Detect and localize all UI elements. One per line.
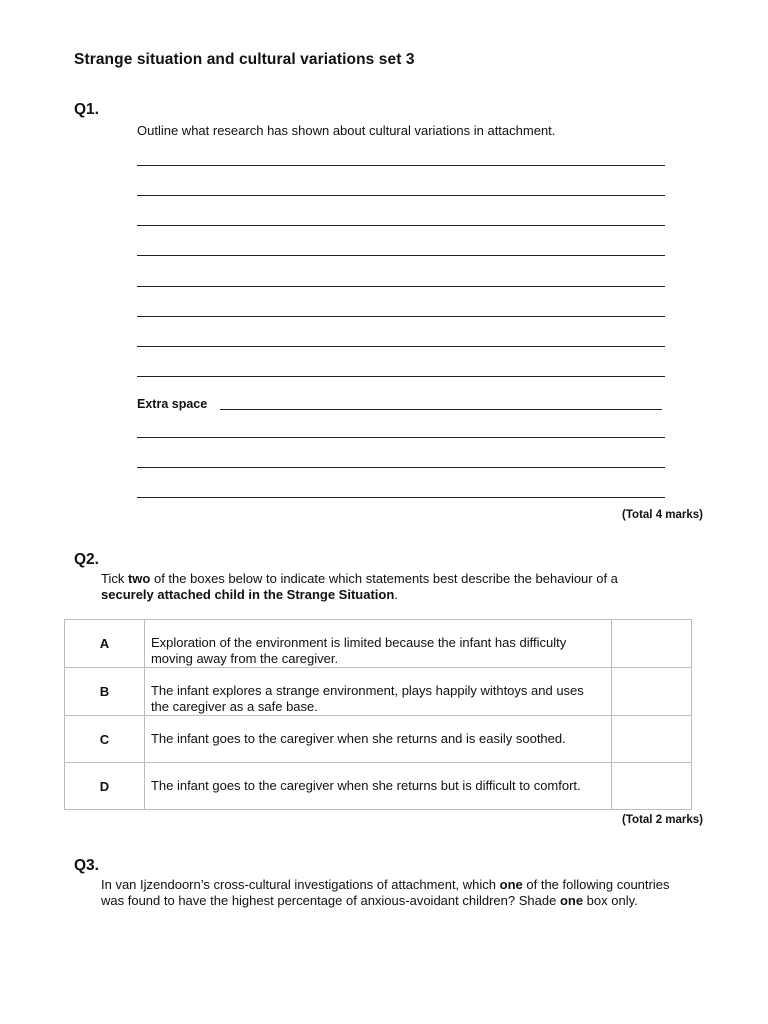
q3-prompt bbox=[101, 877, 671, 909]
q3-prompt-text: box only. bbox=[583, 893, 638, 908]
answer-line[interactable] bbox=[137, 286, 665, 287]
option-row-a bbox=[65, 620, 692, 668]
option-letter: D bbox=[65, 763, 145, 810]
tick-box[interactable] bbox=[612, 668, 692, 716]
extra-space-line[interactable] bbox=[220, 409, 662, 410]
option-letter: C bbox=[65, 716, 145, 763]
option-statement: Exploration of the environment is limited because the infant has difficulty moving away from the caregiver. bbox=[144, 620, 611, 668]
tick-box[interactable] bbox=[612, 620, 692, 668]
q2-prompt-emphasis: securely attached child in the Strange Situation bbox=[101, 587, 395, 602]
q1-label: Q1. bbox=[74, 101, 99, 118]
option-statement: The infant goes to the caregiver when she returns but is difficult to comfort. bbox=[144, 763, 611, 810]
answer-line[interactable] bbox=[137, 376, 665, 377]
q2-prompt-text: of the boxes below to indicate which statements best describe the behaviour of a bbox=[150, 571, 618, 586]
answer-line[interactable] bbox=[137, 346, 665, 347]
answer-line[interactable] bbox=[137, 255, 665, 256]
q3-label: Q3. bbox=[74, 857, 99, 874]
option-statement: The infant explores a strange environment, plays happily withtoys and uses the caregiver as a safe base. bbox=[144, 668, 611, 716]
q1-prompt: Outline what research has shown about cultural variations in attachment. bbox=[137, 123, 556, 138]
q3-prompt-emphasis: one bbox=[499, 877, 523, 892]
answer-line[interactable] bbox=[137, 497, 665, 498]
q2-prompt-text: . bbox=[394, 587, 398, 602]
q3-prompt-emphasis: one bbox=[559, 893, 584, 908]
q2-prompt bbox=[101, 571, 701, 603]
tick-box[interactable] bbox=[612, 763, 692, 810]
option-row-d bbox=[65, 763, 692, 810]
q3-prompt-text: of the following countries was found to have the highest percentage of anxious-avoidant children? Shade bbox=[101, 877, 670, 908]
option-row-c bbox=[65, 716, 692, 763]
q2-options-table bbox=[64, 619, 692, 810]
extra-space-label: Extra space bbox=[137, 397, 208, 411]
option-row-b bbox=[65, 668, 692, 716]
answer-line[interactable] bbox=[137, 467, 665, 468]
answer-line[interactable] bbox=[137, 316, 665, 317]
page-title: Strange situation and cultural variations set 3 bbox=[74, 51, 415, 68]
answer-line[interactable] bbox=[137, 195, 665, 196]
option-statement: The infant goes to the caregiver when she returns and is easily soothed. bbox=[144, 716, 611, 763]
answer-line[interactable] bbox=[137, 437, 665, 438]
tick-box[interactable] bbox=[612, 716, 692, 763]
answer-line[interactable] bbox=[137, 165, 665, 166]
answer-line[interactable] bbox=[137, 225, 665, 226]
q2-label: Q2. bbox=[74, 551, 99, 568]
q1-total-marks: (Total 4 marks) bbox=[622, 509, 703, 521]
option-letter: A bbox=[65, 620, 145, 668]
q2-prompt-emphasis: two bbox=[127, 571, 151, 586]
option-letter: B bbox=[65, 668, 145, 716]
q3-prompt-text: In van Ijzendoorn’s cross-cultural investigations of attachment, which bbox=[101, 877, 500, 892]
q2-prompt-text: Tick bbox=[101, 571, 128, 586]
q2-total-marks: (Total 2 marks) bbox=[622, 814, 703, 826]
